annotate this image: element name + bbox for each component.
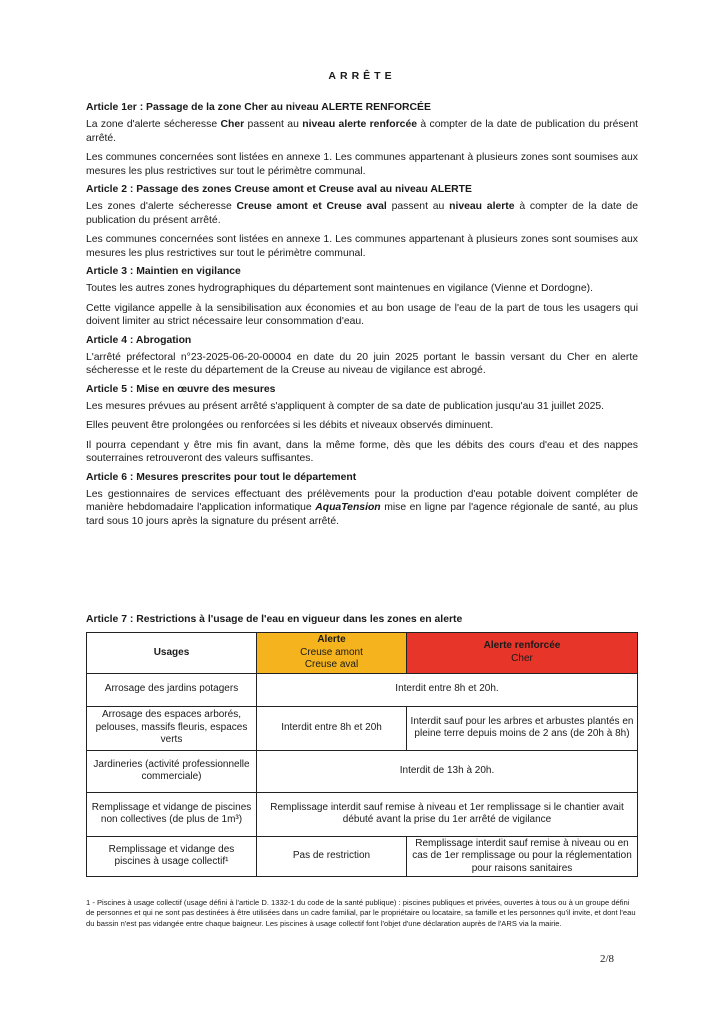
header-renforcee-title: Alerte renforcée bbox=[483, 640, 561, 652]
restriction-cell: Remplissage interdit sauf remise à niveau ou en cas de 1er remplissage ou pour la réglementation pour raisons sanitaires bbox=[407, 836, 638, 877]
header-alerte bbox=[257, 633, 407, 674]
header-renforcee-zone: Cher bbox=[511, 652, 533, 664]
article-paragraph: Toutes les autres zones hydrographiques du département sont maintenues en vigilance (Vienne et Dordogne). bbox=[86, 283, 593, 294]
article-heading: Article 6 : Mesures prescrites pour tout le département bbox=[86, 471, 357, 483]
article-heading: Article 4 : Abrogation bbox=[86, 334, 192, 346]
header-alerte-title: Alerte bbox=[317, 634, 346, 645]
article-paragraph: Il pourra cependant y être mis fin avant, dans la même forme, dès que les débits des cours d'eau et des nappes souterraines retrouveront des valeurs suffisantes. bbox=[86, 439, 638, 464]
usage-cell: Arrosage des espaces arborés, pelouses, massifs fleuris, espaces verts bbox=[87, 706, 257, 750]
article-paragraph: La zone d'alerte sécheresse Cher passent au niveau alerte renforcée à compter de la date de publication du présent arrêté. bbox=[86, 119, 638, 144]
footnote: 1 - Piscines à usage collectif (usage défini à l'article D. 1332-1 du code de la santé publique) : piscines publiques et privées, ouvertes à tous ou à un groupe défini de personnes et qui ne sont pas destinées à être utilisées dans un cadre familial, par le propriétaire ou locataire, sa famille et les personnes qu'il invite, et dont l'eau du bassin n'est pas vidangée entre chaque baigneur. Les piscines à usage collectif font l'objet d'une déclaration auprès de l'ARS via la mairie. bbox=[86, 898, 636, 928]
article-paragraph: Les zones d'alerte sécheresse Creuse amont et Creuse aval passent au niveau alerte à compter de la date de publication du présent arrêté. bbox=[86, 201, 638, 226]
header-alerte-zone2: Creuse aval bbox=[304, 659, 359, 670]
document-title: ARRÊTE bbox=[328, 70, 396, 82]
usage-cell: Jardineries (activité professionnelle commerciale) bbox=[87, 750, 257, 792]
article-paragraph: Les gestionnaires de services effectuant des prélèvements pour la production d'eau potable doivent compléter de manière hebdomadaire l'application informatique AquaTension mise en ligne par l'agence régionale de santé, au plus tard sous 10 jours après la signature du présent arrêté. bbox=[86, 488, 639, 527]
article-heading: Article 5 : Mise en œuvre des mesures bbox=[86, 383, 276, 395]
table-row bbox=[87, 706, 638, 750]
table-row bbox=[87, 750, 638, 792]
header-usages: Usages bbox=[87, 633, 257, 674]
restriction-cell: Remplissage interdit sauf remise à niveau et 1er remplissage si le chantier avait débuté avant la prise du 1er arrêté de vigilance bbox=[257, 792, 638, 836]
page-number: 2/8 bbox=[600, 953, 615, 965]
article-heading: Article 3 : Maintien en vigilance bbox=[86, 266, 241, 277]
article-paragraph: Les mesures prévues au présent arrêté s'appliquent à compter de sa date de publication jusqu'au 31 juillet 2025. bbox=[86, 400, 605, 412]
article-heading: Article 2 : Passage des zones Creuse amont et Creuse aval au niveau ALERTE bbox=[86, 184, 472, 195]
table-row bbox=[87, 836, 638, 877]
restriction-cell: Interdit sauf pour les arbres et arbustes plantés en pleine terre depuis moins de 2 ans (de 20h à 8h) bbox=[407, 706, 638, 750]
header-alerte-renforcee bbox=[407, 633, 638, 674]
restrictions-table bbox=[86, 632, 638, 877]
article-paragraph: Les communes concernées sont listées en annexe 1. Les communes appartenant à plusieurs zones sont soumises aux mesures les plus restrictives sur tout le périmètre communal. bbox=[86, 152, 638, 177]
article-heading: Article 1er : Passage de la zone Cher au niveau ALERTE RENFORCÉE bbox=[86, 102, 431, 113]
usage-cell: Remplissage et vidange de piscines non collectives (de plus de 1m³) bbox=[87, 792, 257, 836]
usage-cell: Arrosage des jardins potagers bbox=[87, 673, 257, 706]
article-paragraph: Les communes concernées sont listées en annexe 1. Les communes appartenant à plusieurs zones sont soumises aux mesures les plus restrictives sur tout le périmètre communal. bbox=[86, 234, 638, 259]
table-row bbox=[87, 673, 638, 706]
article-7-heading: Article 7 : Restrictions à l'usage de l'eau en vigueur dans les zones en alerte bbox=[86, 614, 463, 625]
article-paragraph: L'arrêté préfectoral n°23-2025-06-20-00004 en date du 20 juin 2025 portant le bassin versant du Cher en alerte sécheresse et le reste du département de la Creuse au niveau de vigilance est abrogé. bbox=[86, 351, 638, 376]
usage-cell: Remplissage et vidange des piscines à usage collectif¹ bbox=[87, 836, 257, 877]
article-paragraph: Elles peuvent être prolongées ou renforcées si les débits et niveaux observés diminuent. bbox=[86, 420, 494, 431]
header-alerte-zone1: Creuse amont bbox=[300, 646, 363, 658]
restriction-cell: Interdit entre 8h et 20h bbox=[257, 706, 407, 750]
restriction-cell: Pas de restriction bbox=[257, 836, 407, 877]
restriction-cell: Interdit entre 8h et 20h. bbox=[257, 673, 638, 706]
restriction-cell: Interdit de 13h à 20h. bbox=[257, 750, 638, 792]
articles-section bbox=[86, 102, 638, 534]
table-row bbox=[87, 792, 638, 836]
article-paragraph: Cette vigilance appelle à la sensibilisation aux économies et au bon usage de l'eau de la part de tous les usagers qui doivent limiter au strict nécessaire leur consommation d'eau. bbox=[86, 302, 638, 327]
table-header-row bbox=[87, 633, 638, 674]
